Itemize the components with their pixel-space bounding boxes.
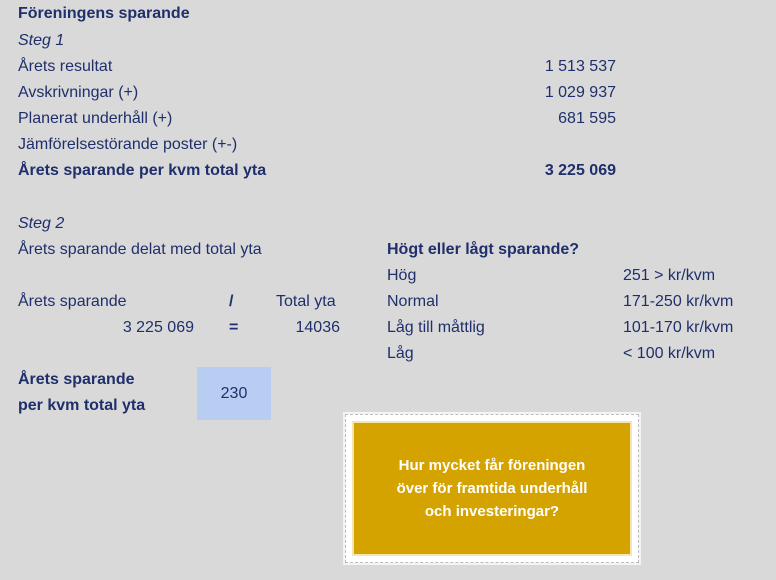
scale-range-hog: 251 > kr/kvm bbox=[623, 267, 716, 284]
result-label-line2: per kvm total yta bbox=[18, 397, 146, 414]
scale-heading: Högt eller lågt sparande? bbox=[387, 241, 580, 258]
steg2-heading: Steg 2 bbox=[18, 215, 65, 232]
scale-level-lag-till-mattlig: Låg till måttlig bbox=[387, 319, 485, 336]
callout-line2: över för framtida underhåll bbox=[396, 480, 588, 497]
scale-level-lag: Låg bbox=[387, 345, 414, 362]
scale-range-normal: 171-250 kr/kvm bbox=[623, 293, 734, 310]
callout-panel bbox=[352, 421, 632, 556]
steg2-description: Årets sparande delat med total yta bbox=[18, 241, 262, 258]
scale-range-lag-till-mattlig: 101-170 kr/kvm bbox=[623, 319, 734, 336]
scale-level-normal: Normal bbox=[387, 293, 439, 310]
divide-symbol: / bbox=[229, 293, 234, 310]
row-value-planerat-underhall: 681 595 bbox=[558, 110, 616, 127]
row-label-arets-resultat: Årets resultat bbox=[18, 58, 113, 75]
row-value-arets-resultat: 1 513 537 bbox=[544, 58, 616, 75]
scale-level-hog: Hög bbox=[387, 267, 417, 284]
total-value: 3 225 069 bbox=[544, 162, 616, 179]
callout-line1: Hur mycket får föreningen bbox=[398, 457, 586, 474]
callout-box bbox=[345, 414, 639, 563]
row-value-avskrivningar: 1 029 937 bbox=[544, 84, 616, 101]
calc-right-header: Total yta bbox=[276, 293, 336, 310]
calc-right-value: 14036 bbox=[295, 319, 340, 336]
page-title: Föreningens sparande bbox=[18, 5, 190, 22]
calc-left-value: 3 225 069 bbox=[122, 319, 194, 336]
equals-symbol: = bbox=[229, 319, 239, 336]
result-label-line1: Årets sparande bbox=[18, 371, 135, 388]
callout-line3: och investeringar? bbox=[424, 503, 560, 520]
row-label-jamforelsestorande: Jämförelsestörande poster (+-) bbox=[18, 136, 238, 153]
row-label-avskrivningar: Avskrivningar (+) bbox=[18, 84, 139, 101]
row-label-planerat-underhall: Planerat underhåll (+) bbox=[18, 110, 173, 127]
steg1-heading: Steg 1 bbox=[18, 32, 65, 49]
scale-range-lag: < 100 kr/kvm bbox=[623, 345, 716, 362]
result-value-box: 230 bbox=[197, 367, 271, 420]
calc-left-header: Årets sparande bbox=[18, 293, 127, 310]
total-label: Årets sparande per kvm total yta bbox=[18, 162, 267, 179]
